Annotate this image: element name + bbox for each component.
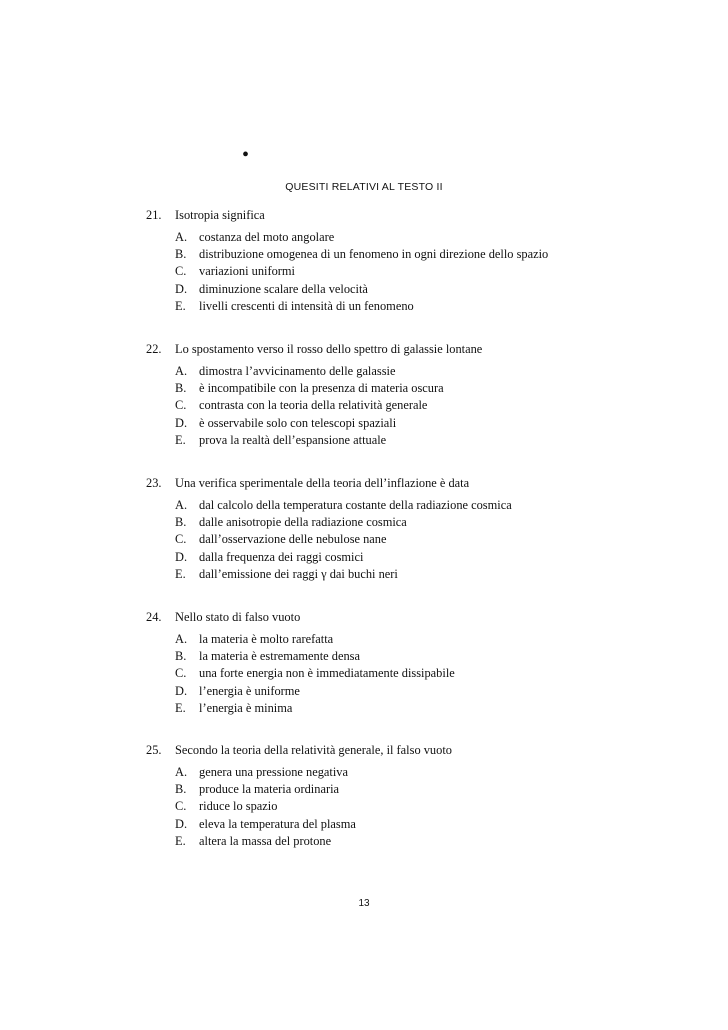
option-letter: A.	[175, 364, 188, 378]
option-text: variazioni uniformi	[199, 264, 295, 279]
option-text: è incompatibile con la presenza di materia oscura	[199, 381, 444, 396]
question-text: Una verifica sperimentale della teoria dell’inflazione è data	[175, 476, 470, 490]
bullet-mark: •	[242, 144, 250, 166]
option-letter: B.	[175, 515, 187, 530]
option-text: è osservabile solo con telescopi spaziali	[199, 415, 397, 430]
question-number: 24.	[146, 610, 162, 624]
answer-option	[146, 264, 706, 281]
answer-option	[146, 230, 706, 247]
question-text: Nello stato di falso vuoto	[175, 610, 301, 624]
option-letter: E.	[175, 298, 186, 313]
option-letter: D.	[175, 816, 188, 831]
question-21	[146, 208, 706, 316]
option-letter: A.	[175, 765, 188, 779]
option-text: livelli crescenti di intensità di un fenomeno	[199, 298, 414, 313]
answer-option	[146, 550, 706, 567]
question-number: 21.	[146, 208, 162, 222]
option-text: riduce lo spazio	[199, 799, 278, 814]
answer-option	[146, 701, 706, 718]
question-number: 23.	[146, 476, 162, 490]
option-letter: D.	[175, 281, 188, 296]
option-letter: D.	[175, 683, 188, 698]
answer-option	[146, 666, 706, 683]
question-25	[146, 743, 706, 851]
option-letter: E.	[175, 432, 186, 447]
answer-option	[146, 299, 706, 316]
option-text: dall’osservazione delle nebulose nane	[199, 532, 387, 547]
option-text: l’energia è minima	[199, 700, 293, 715]
question-22	[146, 342, 706, 450]
option-text: diminuzione scalare della velocità	[199, 281, 368, 296]
answer-option	[146, 684, 706, 701]
question-number: 25.	[146, 743, 162, 757]
option-text: dall’emissione dei raggi γ dai buchi neri	[199, 566, 398, 581]
option-text: eleva la temperatura del plasma	[199, 816, 356, 831]
option-letter: D.	[175, 549, 188, 564]
answer-option	[146, 515, 706, 532]
question-23	[146, 476, 706, 584]
option-text: dal calcolo della temperatura costante della radiazione cosmica	[199, 498, 512, 512]
option-letter: E.	[175, 833, 186, 848]
option-letter: C.	[175, 799, 187, 814]
answer-options	[146, 364, 706, 450]
option-letter: B.	[175, 247, 187, 262]
section-heading: QUESITI RELATIVI AL TESTO II	[285, 181, 443, 193]
option-letter: E.	[175, 566, 186, 581]
answer-option	[146, 398, 706, 415]
answer-options	[146, 632, 706, 718]
answer-option	[146, 632, 706, 649]
question-header	[146, 208, 706, 225]
answer-option	[146, 364, 706, 381]
option-text: produce la materia ordinaria	[199, 782, 340, 797]
option-text: contrasta con la teoria della relatività generale	[199, 398, 428, 413]
option-letter: A.	[175, 632, 188, 646]
option-text: altera la massa del protone	[199, 833, 332, 848]
answer-option	[146, 247, 706, 264]
page-number: 13	[358, 898, 370, 909]
answer-option	[146, 567, 706, 584]
question-header	[146, 476, 706, 493]
option-letter: B.	[175, 782, 187, 797]
answer-option	[146, 649, 706, 666]
answer-option	[146, 498, 706, 515]
question-header	[146, 342, 706, 359]
option-text: distribuzione omogenea di un fenomeno in ogni direzione dello spazio	[199, 247, 549, 262]
option-letter: B.	[175, 649, 187, 664]
option-text: la materia è molto rarefatta	[199, 632, 334, 646]
answer-option	[146, 532, 706, 549]
option-letter: C.	[175, 264, 187, 279]
answer-option	[146, 782, 706, 799]
answer-option	[146, 381, 706, 398]
option-letter: C.	[175, 532, 187, 547]
answer-option	[146, 282, 706, 299]
question-header	[146, 743, 706, 760]
option-letter: C.	[175, 398, 187, 413]
answer-option	[146, 433, 706, 450]
option-letter: A.	[175, 230, 188, 244]
option-letter: C.	[175, 666, 187, 681]
answer-options	[146, 498, 706, 584]
question-number: 22.	[146, 342, 162, 356]
question-24	[146, 610, 706, 718]
option-text: prova la realtà dell’espansione attuale	[199, 432, 387, 447]
answer-option	[146, 765, 706, 782]
option-text: dimostra l’avvicinamento delle galassie	[199, 364, 396, 378]
question-text: Secondo la teoria della relatività generale, il falso vuoto	[175, 743, 452, 757]
option-letter: B.	[175, 381, 187, 396]
answer-options	[146, 230, 706, 316]
option-text: dalla frequenza dei raggi cosmici	[199, 549, 364, 564]
option-letter: A.	[175, 498, 188, 512]
answer-option	[146, 799, 706, 816]
answer-options	[146, 765, 706, 851]
question-text: Isotropia significa	[175, 208, 265, 222]
answer-option	[146, 834, 706, 851]
question-text: Lo spostamento verso il rosso dello spettro di galassie lontane	[175, 342, 483, 356]
option-text: la materia è estremamente densa	[199, 649, 360, 664]
option-text: una forte energia non è immediatamente dissipabile	[199, 666, 455, 681]
option-letter: E.	[175, 700, 186, 715]
option-letter: D.	[175, 415, 188, 430]
option-text: genera una pressione negativa	[199, 765, 348, 779]
option-text: l’energia è uniforme	[199, 683, 300, 698]
question-header	[146, 610, 706, 627]
answer-option	[146, 817, 706, 834]
option-text: costanza del moto angolare	[199, 230, 335, 244]
answer-option	[146, 416, 706, 433]
option-text: dalle anisotropie della radiazione cosmica	[199, 515, 407, 530]
